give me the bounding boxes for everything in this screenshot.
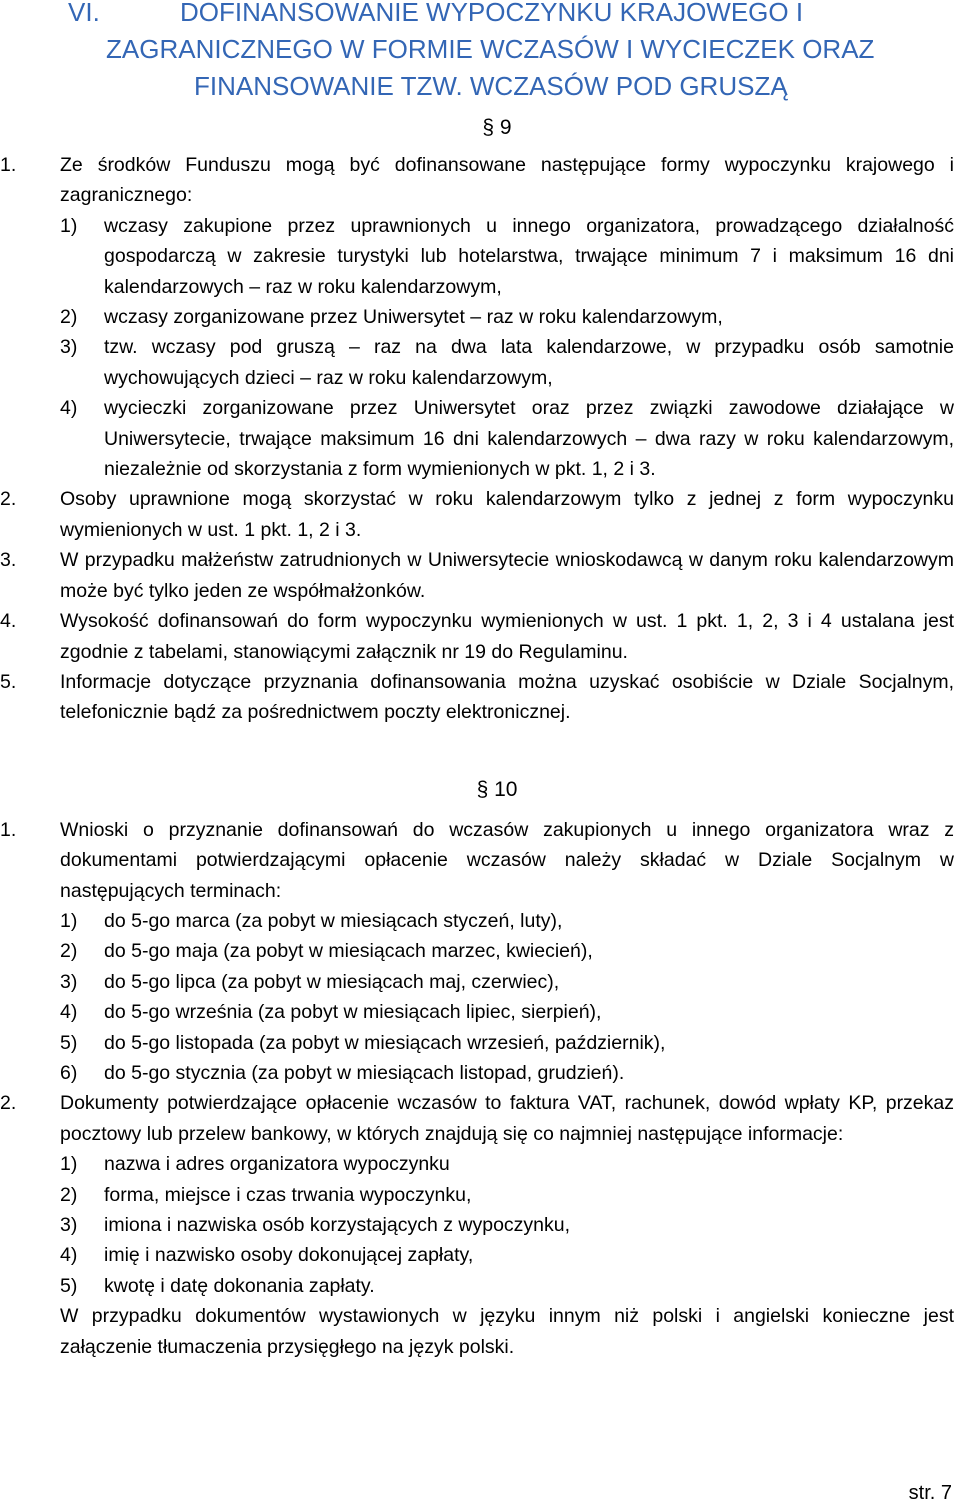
paragraph-text: Informacje dotyczące przyznania dofinansowania można uzyskać osobiście w Dziale Socjalnym, telefonicznie bądź za pośrednictwem poczty elektronicznej. — [60, 670, 954, 724]
section-10-body — [0, 815, 960, 1362]
paragraph-number: 3. — [0, 549, 17, 572]
list-item-text: do 5-go lipca (za pobyt w miesiącach maj, czerwiec), — [104, 970, 560, 993]
list-item — [0, 997, 960, 1027]
paragraph-3 — [0, 545, 960, 606]
list-item — [0, 936, 960, 966]
list-item-text: tzw. wczasy pod gruszą – raz na dwa lata kalendarzowe, w przypadku osób samotnie wychowujących dzieci – raz w roku kalendarzowym, — [104, 336, 954, 389]
paragraph-number: 1. — [0, 818, 17, 841]
paragraph-number: 5. — [0, 670, 17, 693]
paragraph-text: W przypadku małżeństw zatrudnionych w Uniwersytecie wnioskodawcą w danym roku kalendarzowym może być tylko jeden ze współmałżonków. — [60, 549, 954, 602]
paragraph-5 — [0, 667, 960, 728]
list-item-number: 2) — [60, 1183, 78, 1206]
paragraph-note: W przypadku dokumentów wystawionych w języku innym niż polski i angielski konieczne jest załączenie tłumaczenia przysięgłego na język polski. — [60, 1305, 954, 1358]
section-9-mark: § 9 — [482, 116, 512, 139]
list-item-text: forma, miejsce i czas trwania wypoczynku, — [104, 1183, 472, 1206]
list-item-text: wczasy zorganizowane przez Uniwersytet – raz w roku kalendarzowym, — [104, 306, 723, 329]
list-item — [0, 211, 960, 302]
paragraph-text: Ze środków Funduszu mogą być dofinansowane następujące formy wypoczynku krajowego i zagranicznego: — [60, 154, 954, 207]
list-item-number: 1) — [60, 214, 78, 237]
list-item — [0, 1149, 960, 1179]
list-item-text: wczasy zakupione przez uprawnionych u innego organizatora, prowadzącego działalność gospodarczą w zakresie turystyki lub hotelarstwa, trwające minimum 7 i maksimum 16 dni kalendarzowych – raz w roku kalendarzowym, — [104, 214, 954, 298]
list-item — [0, 1271, 960, 1301]
paragraph-text: Wnioski o przyznanie dofinansowań do wczasów zakupionych u innego organizatora wraz z dokumentami potwierdzającymi opłacenie wczasów należy składać w Dziale Socjalnym w następujących terminach: — [60, 818, 954, 902]
list-item-number: 1) — [60, 909, 78, 932]
list-item-text: do 5-go września (za pobyt w miesiącach lipiec, sierpień), — [104, 1001, 602, 1024]
chapter-heading — [0, 0, 960, 105]
paragraph-2 — [0, 1088, 960, 1149]
list-item-number: 2) — [60, 306, 78, 329]
list-item — [0, 332, 960, 393]
list-item-number: 4) — [60, 397, 78, 420]
paragraph-2 — [0, 484, 960, 545]
section-9-body — [0, 150, 960, 728]
list-item-number: 5) — [60, 1274, 78, 1297]
paragraph-text: Wysokość dofinansowań do form wypoczynku wymienionych w ust. 1 pkt. 1, 2, 3 i 4 ustalana jest zgodnie z tabelami, stanowiącymi załącznik nr 19 do Regulaminu. — [60, 610, 954, 663]
list-item-text: kwotę i datę dokonania zapłaty. — [104, 1274, 375, 1297]
list-item — [0, 1240, 960, 1270]
list-item — [0, 393, 960, 484]
list-item-number: 4) — [60, 1244, 78, 1267]
section-10-mark: § 10 — [476, 777, 518, 801]
paragraph-text: Osoby uprawnione mogą skorzystać w roku kalendarzowym tylko z jednej z form wypoczynku wymienionych w ust. 1 pkt. 1, 2 i 3. — [60, 488, 954, 541]
chapter-number: VI. — [68, 0, 100, 27]
list-item — [0, 1180, 960, 1210]
list-item-number: 6) — [60, 1061, 78, 1084]
paragraph-text: Dokumenty potwierdzające opłacenie wczasów to faktura VAT, rachunek, dowód wpłaty KP, przekaz pocztowy lub przelew bankowy, w których znajdują się co najmniej następujące informacje: — [60, 1092, 954, 1145]
paragraph-4 — [0, 606, 960, 667]
chapter-title-line-3: FINANSOWANIE TZW. WCZASÓW POD GRUSZĄ — [194, 71, 788, 101]
list-item-text: nazwa i adres organizatora wypoczynku — [104, 1153, 450, 1176]
list-item-text: do 5-go marca (za pobyt w miesiącach styczeń, luty), — [104, 909, 563, 932]
list-item-text: do 5-go listopada (za pobyt w miesiącach wrzesień, październik), — [104, 1031, 666, 1054]
paragraph-1 — [0, 815, 960, 906]
list-item — [0, 1028, 960, 1058]
list-item-text: do 5-go stycznia (za pobyt w miesiącach listopad, grudzień). — [104, 1061, 625, 1084]
chapter-title-line-1: DOFINANSOWANIE WYPOCZYNKU KRAJOWEGO I — [180, 0, 804, 27]
page-number: str. 7 — [908, 1482, 952, 1504]
list-item-number: 1) — [60, 1153, 78, 1176]
list-item — [0, 906, 960, 936]
list-item-number: 4) — [60, 1001, 78, 1024]
paragraph-number: 1. — [0, 154, 17, 176]
chapter-title-line-2: ZAGRANICZNEGO W FORMIE WCZASÓW I WYCIECZEK ORAZ — [106, 34, 875, 64]
paragraph-number: 4. — [0, 610, 17, 633]
list-item-number: 2) — [60, 940, 78, 963]
paragraph-number: 2. — [0, 1092, 17, 1115]
list-item — [0, 1210, 960, 1240]
list-item-number: 5) — [60, 1031, 78, 1054]
paragraph-1 — [0, 150, 960, 211]
list-item-number: 3) — [60, 336, 78, 359]
list-item-text: wycieczki zorganizowane przez Uniwersytet oraz przez związki zawodowe działające w Uniwersytecie, trwające maksimum 16 dni kalendarzowych – dwa razy w roku kalendarzowym, niezależnie od skorzystania z form wymienionych w pkt. 1, 2 i 3. — [104, 397, 954, 481]
paragraph-number: 2. — [0, 488, 17, 511]
list-item-text: imię i nazwisko osoby dokonującej zapłaty, — [104, 1244, 474, 1267]
list-item-text: do 5-go maja (za pobyt w miesiącach marzec, kwiecień), — [104, 940, 593, 963]
list-item-number: 3) — [60, 1214, 78, 1236]
list-item — [0, 1058, 960, 1088]
list-item-text: imiona i nazwiska osób korzystających z wypoczynku, — [104, 1214, 571, 1236]
list-item-number: 3) — [60, 970, 78, 993]
list-item — [0, 967, 960, 997]
list-item — [0, 302, 960, 332]
